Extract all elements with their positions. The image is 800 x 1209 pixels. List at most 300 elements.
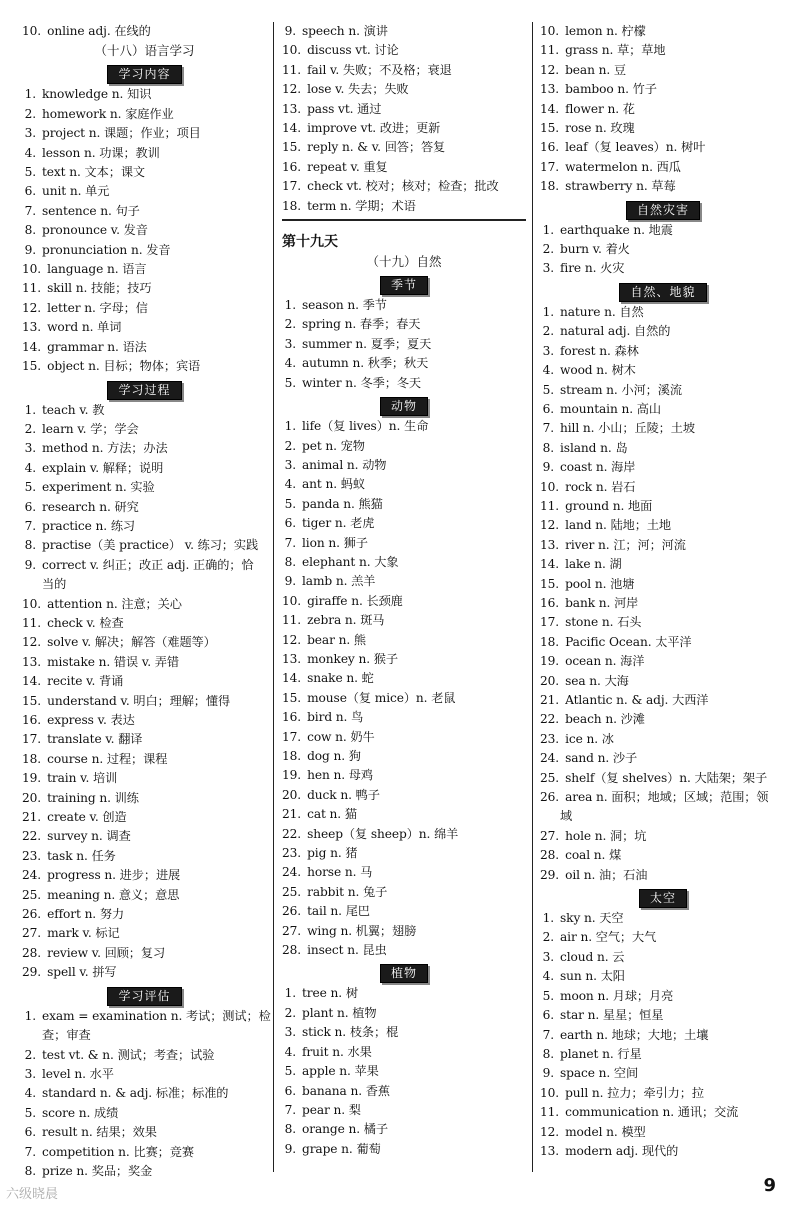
entry-text: recite v. 背诵: [47, 674, 124, 689]
entry-text: standard n. & adj. 标准；标准的: [42, 1086, 229, 1101]
entry-text: repeat v. 重复: [307, 159, 388, 174]
entry-text: lamb n. 羔羊: [302, 574, 376, 589]
vocab-entry: [22, 536, 267, 555]
vocab-entry: [282, 158, 526, 177]
entry-text: river n. 江；河；河流: [565, 537, 686, 552]
vocab-entry: [540, 1084, 786, 1103]
entry-number: 25.: [540, 770, 560, 785]
category-label-text: 自然灾害: [626, 201, 700, 220]
category-label: [282, 274, 526, 293]
entry-number: 10.: [22, 262, 42, 277]
entry-number: 17.: [540, 615, 560, 630]
entry-number: 5.: [284, 1064, 296, 1079]
entry-text: language n. 语言: [47, 262, 147, 277]
column-divider: [273, 22, 274, 1172]
entry-number: 12.: [540, 518, 560, 533]
entry-text: horse n. 马: [307, 865, 373, 880]
vocab-entry: [282, 456, 526, 475]
entry-number: 8.: [542, 1046, 554, 1061]
page-number: 9: [763, 1175, 776, 1196]
entry-text: train v. 培训: [47, 771, 118, 786]
entry-number: 23.: [282, 846, 302, 861]
entry-text: wood n. 树木: [560, 363, 636, 378]
vocab-entry: [22, 769, 267, 788]
vocab-entry: [540, 419, 786, 438]
entry-text: progress n. 进步；进展: [47, 868, 181, 883]
vocab-entry: [22, 420, 267, 439]
entry-number: 22.: [282, 826, 302, 841]
vocab-entry: [22, 1162, 267, 1181]
vocab-entry: [540, 61, 786, 80]
vocab-entry: [282, 747, 526, 766]
entry-text: homework n. 家庭作业: [42, 106, 174, 121]
vocab-entry: [540, 691, 786, 710]
entry-text: land n. 陆地；土地: [565, 518, 672, 533]
entry-text: course n. 过程；课程: [47, 751, 168, 766]
entry-text: zebra n. 斑马: [307, 613, 385, 628]
entry-text: elephant n. 大象: [302, 554, 399, 569]
vocab-entry: [282, 1101, 526, 1120]
vocab-entry: [282, 197, 526, 216]
entry-number: 13.: [282, 101, 302, 116]
vocab-entry: [22, 692, 267, 711]
vocab-entry: [22, 963, 267, 982]
vocab-entry: [282, 374, 526, 393]
entry-text: grass n. 草；草地: [565, 43, 666, 58]
entry-number: 1.: [24, 1008, 36, 1023]
entry-number: 14.: [282, 121, 302, 136]
vocab-entry: [22, 944, 267, 963]
entry-text: exam = examination n. 考试；测试；检: [42, 1008, 271, 1023]
entry-number: 6.: [542, 1008, 554, 1023]
entry-number: 20.: [282, 787, 302, 802]
vocab-entry: [282, 534, 526, 553]
entry-number: 11.: [540, 1105, 560, 1120]
entry-number: 5.: [542, 988, 554, 1003]
entry-continuation: 当的: [42, 577, 67, 592]
vocab-entry: [282, 177, 526, 196]
entry-number: 3.: [24, 126, 36, 141]
entry-number: 15.: [282, 690, 302, 705]
vocab-entry: [540, 439, 786, 458]
vocab-entry: [22, 633, 267, 652]
entry-number: 2.: [284, 1005, 296, 1020]
entry-text: earthquake n. 地震: [560, 222, 673, 237]
entry-text: moon n. 月球；月亮: [560, 988, 674, 1003]
vocab-entry: [22, 85, 267, 104]
entry-text: survey n. 调查: [47, 829, 131, 844]
entry-number: 21.: [540, 693, 560, 707]
entry-number: 2.: [542, 242, 554, 257]
vocab-entry: [22, 459, 267, 478]
entry-number: 5.: [24, 480, 36, 495]
entry-number: 1.: [284, 419, 296, 434]
entry-number: 22.: [22, 829, 42, 844]
entry-number: 2.: [284, 317, 296, 332]
entry-number: 10.: [540, 24, 560, 38]
entry-number: 26.: [22, 907, 42, 922]
entry-text: Pacific Ocean. 太平洋: [565, 634, 692, 649]
entry-text: pronounce v. 发音: [42, 223, 148, 238]
entry-number: 18.: [540, 634, 560, 649]
vocab-entry: [282, 1140, 526, 1159]
entry-number: 15.: [22, 693, 42, 708]
vocab-entry: [282, 553, 526, 572]
entry-number: 13.: [540, 537, 560, 552]
entry-number: 4.: [284, 1044, 296, 1059]
vocab-entry: [22, 163, 267, 182]
category-label-text: 太空: [639, 889, 687, 908]
entry-text: Atlantic n. & adj. 大西洋: [565, 693, 709, 707]
vocab-entry: [282, 1004, 526, 1023]
vocab-entry: [540, 1142, 786, 1161]
entry-number: 16.: [540, 595, 560, 610]
column-divider: [532, 22, 533, 1172]
entry-text: space n. 空间: [560, 1066, 639, 1081]
entry-number: 6.: [542, 401, 554, 416]
entry-text: pronunciation n. 发音: [42, 242, 171, 257]
entry-text: lake n. 湖: [565, 557, 622, 572]
entry-continuation: 查；审查: [42, 1028, 91, 1043]
entry-text: insect n. 昆虫: [307, 943, 387, 958]
vocab-entry: [22, 886, 267, 905]
vocab-entry: [540, 303, 786, 322]
vocab-entry: [540, 119, 786, 138]
entry-number: 12.: [282, 82, 302, 97]
entry-number: 6.: [284, 516, 296, 531]
entry-text: hole n. 洞；坑: [565, 828, 647, 843]
vocab-entry: [282, 1120, 526, 1139]
entry-text: review v. 回顾；复习: [47, 945, 166, 960]
vocab-entry: [540, 80, 786, 99]
vocab-entry: [22, 221, 267, 240]
vocab-entry: [22, 730, 267, 749]
entry-text: create v. 创造: [47, 810, 127, 825]
entry-text: beach n. 沙滩: [565, 712, 645, 727]
vocab-entry: [282, 611, 526, 630]
entry-text: air n. 空气；大气: [560, 930, 657, 945]
entry-number: 8.: [284, 554, 296, 569]
entry-number: 18.: [22, 751, 42, 766]
vocab-entry: [282, 80, 526, 99]
entry-number: 17.: [282, 179, 302, 194]
entry-number: 12.: [540, 1124, 560, 1139]
column-3: [540, 22, 786, 1182]
vocab-entry: [540, 788, 786, 807]
entry-text: tree n. 树: [302, 986, 358, 1001]
entry-text: communication n. 通讯；交流: [565, 1105, 739, 1120]
entry-text: modern adj. 现代的: [565, 1143, 679, 1158]
entry-text: skill n. 技能；技巧: [47, 281, 152, 296]
vocab-entry: [22, 789, 267, 808]
vocab-entry: [22, 318, 267, 337]
vocab-entry: [22, 1046, 267, 1065]
vocab-entry: [540, 1006, 786, 1025]
entry-text: fruit n. 水果: [302, 1044, 372, 1059]
entry-text: tiger n. 老虎: [302, 516, 375, 531]
entry-number: 3.: [542, 261, 554, 276]
entry-text: effort n. 努力: [47, 907, 125, 922]
entry-number: 1.: [284, 986, 296, 1001]
entry-text: apple n. 苹果: [302, 1064, 379, 1079]
vocab-entry: [540, 22, 786, 41]
entry-number: 29.: [22, 965, 42, 980]
entry-text: lemon n. 柠檬: [565, 24, 646, 38]
entry-number: 4.: [284, 356, 296, 371]
entry-text: bean n. 豆: [565, 62, 626, 77]
entry-text: ice n. 冰: [565, 731, 614, 746]
vocab-entry: [540, 259, 786, 278]
vocab-entry: [540, 730, 786, 749]
vocab-entry: [282, 572, 526, 591]
entry-text: forest n. 森林: [560, 343, 639, 358]
entry-text: sentence n. 句子: [42, 203, 140, 218]
entry-text: pig n. 猪: [307, 846, 358, 861]
entry-number: 6.: [24, 184, 36, 199]
category-label: [22, 985, 267, 1004]
entry-text: check v. 检查: [47, 615, 124, 630]
vocab-entry: [282, 631, 526, 650]
entry-number: 28.: [282, 943, 302, 958]
entry-text: speech n. 演讲: [302, 24, 388, 38]
entry-number: 27.: [540, 828, 560, 843]
entry-text: planet n. 行星: [560, 1046, 642, 1061]
vocab-entry: [282, 786, 526, 805]
entry-number: 16.: [22, 713, 42, 727]
vocab-entry: [22, 653, 267, 672]
entry-continuation: 域: [560, 809, 573, 824]
section-heading: （十八）语言学习: [94, 43, 195, 59]
entry-text: bird n. 鸟: [307, 710, 364, 725]
entry-number: 28.: [22, 945, 42, 960]
entry-number: 14.: [540, 557, 560, 572]
entry-number: 12.: [540, 62, 560, 77]
entry-text: sea n. 大海: [565, 673, 629, 688]
category-label-text: 学习过程: [107, 381, 181, 400]
entry-text: burn v. 着火: [560, 242, 630, 257]
entry-text: snake n. 蛇: [307, 671, 374, 686]
vocab-entry: [540, 710, 786, 729]
entry-text: mark v. 标记: [47, 926, 120, 941]
entry-text: lose v. 失去；失败: [307, 82, 409, 97]
vocab-entry: [540, 240, 786, 259]
vocab-entry: [282, 138, 526, 157]
entry-number: 4.: [24, 145, 36, 160]
vocab-entry: [540, 478, 786, 497]
entry-number: 3.: [24, 1066, 36, 1081]
vocab-entry: [22, 182, 267, 201]
entry-number: 17.: [540, 159, 560, 174]
entry-text: oil n. 油；石油: [565, 867, 648, 882]
vocab-entry: [22, 866, 267, 885]
vocab-entry: [22, 299, 267, 318]
entry-number: 19.: [540, 654, 560, 669]
entry-number: 22.: [540, 712, 560, 727]
entry-text: fire n. 火灾: [560, 261, 625, 276]
entry-text: earth n. 地球；大地；土壤: [560, 1027, 709, 1042]
entry-number: 21.: [282, 807, 302, 822]
entry-number: 3.: [542, 949, 554, 964]
vocab-entry: [540, 322, 786, 341]
entry-number: 9.: [284, 574, 296, 589]
vocab-entry: [540, 100, 786, 119]
entry-text: animal n. 动物: [302, 457, 387, 472]
entry-text: meaning n. 意义；意思: [47, 887, 180, 902]
entry-number: 10.: [22, 24, 42, 38]
entry-text: solve v. 解决；解答（难题等）: [47, 635, 216, 650]
entry-text: translate v. 翻译: [47, 732, 143, 747]
entry-number: 24.: [22, 868, 42, 883]
entry-number: 7.: [284, 1102, 296, 1117]
vocab-entry: [282, 100, 526, 119]
entry-text: star n. 星星；恒星: [560, 1008, 664, 1023]
entry-number: 16.: [282, 710, 302, 725]
entry-number: 2.: [24, 1047, 36, 1062]
entry-number: 11.: [22, 281, 42, 296]
entry-text: practise（美 practice） v. 练习；实践: [42, 538, 259, 553]
vocab-entry: [540, 866, 786, 885]
vocab-entry: [282, 514, 526, 533]
entry-number: 20.: [22, 790, 42, 805]
entry-number: 9.: [24, 242, 36, 257]
entry-number: 13.: [22, 320, 42, 335]
entry-text: orange n. 橘子: [302, 1122, 388, 1137]
entry-text: coast n. 海岸: [560, 460, 636, 475]
entry-text: attention n. 注意；关心: [47, 596, 182, 611]
entry-number: 10.: [282, 43, 302, 58]
category-label: [540, 281, 786, 300]
vocab-entry: [282, 495, 526, 514]
entry-text: sky n. 天空: [560, 911, 624, 926]
entry-text: hill n. 小山；丘陵；土坡: [560, 421, 695, 436]
entry-number: 5.: [24, 1105, 36, 1120]
entry-text: test vt. & n. 测试；考查；试验: [42, 1047, 215, 1062]
entry-text: reply n. & v. 回答；答复: [307, 140, 446, 155]
entry-number: 14.: [22, 339, 42, 354]
vocab-entry: [540, 846, 786, 865]
entry-text: fail v. 失败；不及格；衰退: [307, 62, 452, 77]
entry-number: 1.: [542, 304, 554, 319]
vocab-entry: [540, 987, 786, 1006]
vocab-entry: [22, 595, 267, 614]
vocab-entry: [22, 202, 267, 221]
entry-number: 12.: [22, 635, 42, 650]
category-label: [540, 887, 786, 906]
vocab-entry: [282, 296, 526, 315]
category-label-text: 季节: [380, 276, 428, 295]
entry-text: teach v. 教: [42, 402, 105, 417]
category-label-text: 动物: [380, 397, 428, 416]
entry-text: shelf（复 shelves）n. 大陆架；架子: [565, 770, 768, 785]
entry-text: monkey n. 猴子: [307, 651, 398, 666]
entry-number: 10.: [540, 1085, 560, 1100]
entry-number: 23.: [22, 848, 42, 863]
vocab-entry: [282, 417, 526, 436]
vocab-entry: [282, 863, 526, 882]
vocab-entry: [282, 1082, 526, 1101]
entry-number: 2.: [24, 106, 36, 121]
entry-text: ant n. 蚂蚁: [302, 477, 365, 492]
entry-number: 21.: [22, 810, 42, 825]
entry-number: 6.: [24, 1125, 36, 1140]
vocab-entry: [22, 241, 267, 260]
entry-number: 8.: [542, 440, 554, 455]
entry-number: 8.: [24, 223, 36, 238]
entry-number: 4.: [24, 460, 36, 475]
vocab-entry: [22, 614, 267, 633]
entry-text: wing n. 机翼；翅膀: [307, 923, 417, 938]
vocab-entry: [22, 1084, 267, 1103]
entry-number: 5.: [24, 165, 36, 180]
entry-number: 10.: [282, 593, 302, 608]
entry-text: natural adj. 自然的: [560, 324, 671, 339]
entry-text: watermelon n. 西瓜: [565, 159, 681, 174]
entry-number: 18.: [282, 198, 302, 213]
entry-number: 2.: [24, 421, 36, 436]
entry-text: rock n. 岩石: [565, 479, 636, 494]
entry-number: 3.: [542, 343, 554, 358]
vocab-entry: [540, 458, 786, 477]
vocab-entry: [22, 478, 267, 497]
entry-text: cloud n. 云: [560, 949, 625, 964]
entry-number: 13.: [282, 651, 302, 666]
entry-text: research n. 研究: [42, 499, 139, 514]
vocab-entry: [282, 61, 526, 80]
vocab-entry: [282, 984, 526, 1003]
entry-text: grape n. 葡萄: [302, 1141, 381, 1156]
vocab-entry: [540, 909, 786, 928]
entry-number: 9.: [284, 24, 296, 38]
vocab-entry: [540, 536, 786, 555]
vocab-entry: [282, 902, 526, 921]
entry-number: 26.: [282, 904, 302, 919]
entry-number: 7.: [542, 421, 554, 436]
entry-number: 13.: [540, 82, 560, 97]
entry-text: score n. 成绩: [42, 1105, 119, 1120]
entry-text: spring n. 春季；春天: [302, 317, 421, 332]
vocab-entry: [22, 808, 267, 827]
vocab-entry: [540, 41, 786, 60]
entry-text: discuss vt. 讨论: [307, 43, 399, 58]
entry-number: 6.: [24, 499, 36, 514]
vocab-entry: [540, 827, 786, 846]
entry-number: 7.: [284, 535, 296, 550]
entry-text: level n. 水平: [42, 1066, 114, 1081]
entry-number: 25.: [282, 884, 302, 899]
vocab-entry: [540, 400, 786, 419]
vocab-entry: [540, 361, 786, 380]
vocab-entry: [22, 1007, 271, 1026]
entry-number: 1.: [284, 298, 296, 313]
entry-text: pass vt. 通过: [307, 101, 382, 116]
vocab-entry: [22, 357, 267, 376]
vocab-entry: [22, 672, 267, 691]
vocab-entry: [282, 315, 526, 334]
entry-text: learn v. 学；学会: [42, 421, 139, 436]
entry-text: text n. 文本；课文: [42, 165, 145, 180]
entry-number: 7.: [24, 518, 36, 533]
entry-text: pear n. 梨: [302, 1102, 361, 1117]
entry-number: 1.: [24, 87, 36, 102]
entry-text: experiment n. 实验: [42, 480, 155, 495]
watermark: 六级晓晨: [6, 1187, 59, 1202]
entry-text: lesson n. 功课；教训: [42, 145, 160, 160]
entry-number: 11.: [282, 62, 302, 77]
entry-number: 8.: [24, 1163, 36, 1178]
entry-number: 6.: [284, 1083, 296, 1098]
vocab-entry: [22, 1143, 267, 1162]
entry-text: letter n. 字母；信: [47, 300, 148, 315]
